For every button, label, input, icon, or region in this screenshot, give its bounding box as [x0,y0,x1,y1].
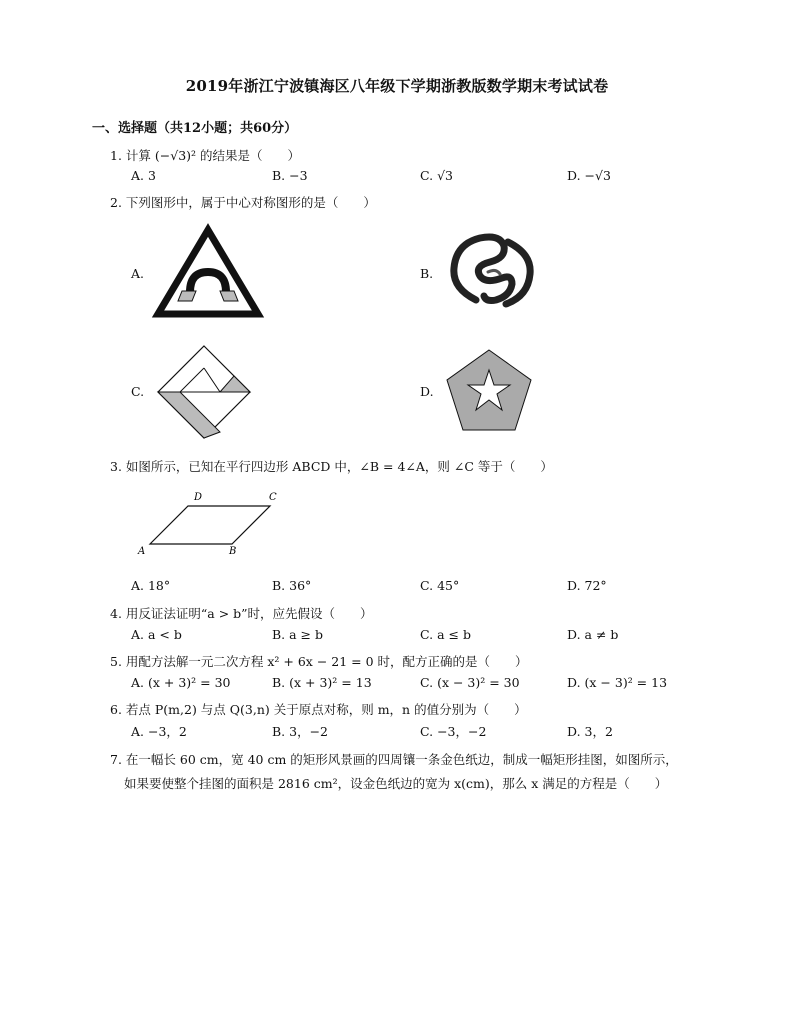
question-4-stem: 4. 用反证法证明“a > b”时，应先假设（ ） [110,606,373,621]
question-4-option-c: C. a ≤ b [420,627,471,642]
question-6-stem: 6. 若点 P(m,2) 与点 Q(3,n) 关于原点对称，则 m，n 的值分别为（ ） [110,702,527,717]
question-3-stem: 3. 如图所示，已知在平行四边形 ABCD 中，∠B = 4∠A，则 ∠C 等于（ ） [110,459,553,474]
question-5-option-a: A. (x + 3)² = 30 [131,675,231,690]
question-1-stem: 1. 计算 (−√3)² 的结果是（ ） [110,148,301,163]
vertex-label-b: B [229,546,237,557]
question-4-option-d: D. a ≠ b [567,627,619,642]
question-4-option-b: B. a ≥ b [272,627,324,642]
section-heading: 一、选择题（共12小题；共60分） [92,121,298,136]
question-7-stem-line-2: 如果要使整个挂图的面积是 2816 cm²，设金色纸边的宽为 x(cm)，那么 x 满足的方程是（ ） [124,776,668,791]
question-5-option-b: B. (x + 3)² = 13 [272,675,372,690]
page-title: 2019年浙江宁波镇海区八年级下学期浙教版数学期末考试试卷 [185,77,609,95]
question-3-option-a: A. 18° [131,578,171,593]
figure-pentagon-star [444,348,534,434]
question-5-option-d: D. (x − 3)² = 13 [567,675,668,690]
figure-warning-triangle [152,226,264,318]
question-7-stem-line-1: 7. 在一幅长 60 cm，宽 40 cm 的矩形风景画的四周镶一条金色纸边，制成一幅矩形挂图，如图所示， [110,752,678,767]
figure-s-knot-logo [446,230,538,312]
question-3-option-b: B. 36° [272,578,312,593]
vertex-label-c: C [269,492,277,503]
question-5-stem: 5. 用配方法解一元二次方程 x² + 6x − 21 = 0 时，配方正确的是（ ） [110,654,528,669]
question-2-option-a: A. [131,266,145,281]
figure-folded-square [156,344,252,440]
question-1-option-d: D. −√3 [567,168,611,183]
question-6-option-b: B. 3，−2 [272,724,329,739]
question-1-option-c: C. √3 [420,168,453,183]
question-2-option-b: B. [420,266,434,281]
question-2-option-c: C. [131,384,145,399]
vertex-label-a: A [138,546,146,557]
question-5-option-c: C. (x − 3)² = 30 [420,675,520,690]
question-2-stem: 2. 下列图形中，属于中心对称图形的是（ ） [110,195,376,210]
question-6-option-a: A. −3，2 [131,724,187,739]
figure-parallelogram [136,488,286,556]
question-2-option-d: D. [420,384,434,399]
question-4-option-a: A. a < b [131,627,182,642]
question-1-option-b: B. −3 [272,168,308,183]
vertex-label-d: D [194,492,203,503]
question-3-option-d: D. 72° [567,578,607,593]
question-6-option-d: D. 3，2 [567,724,613,739]
question-6-option-c: C. −3，−2 [420,724,487,739]
question-1-option-a: A. 3 [131,168,156,183]
question-3-option-c: C. 45° [420,578,460,593]
